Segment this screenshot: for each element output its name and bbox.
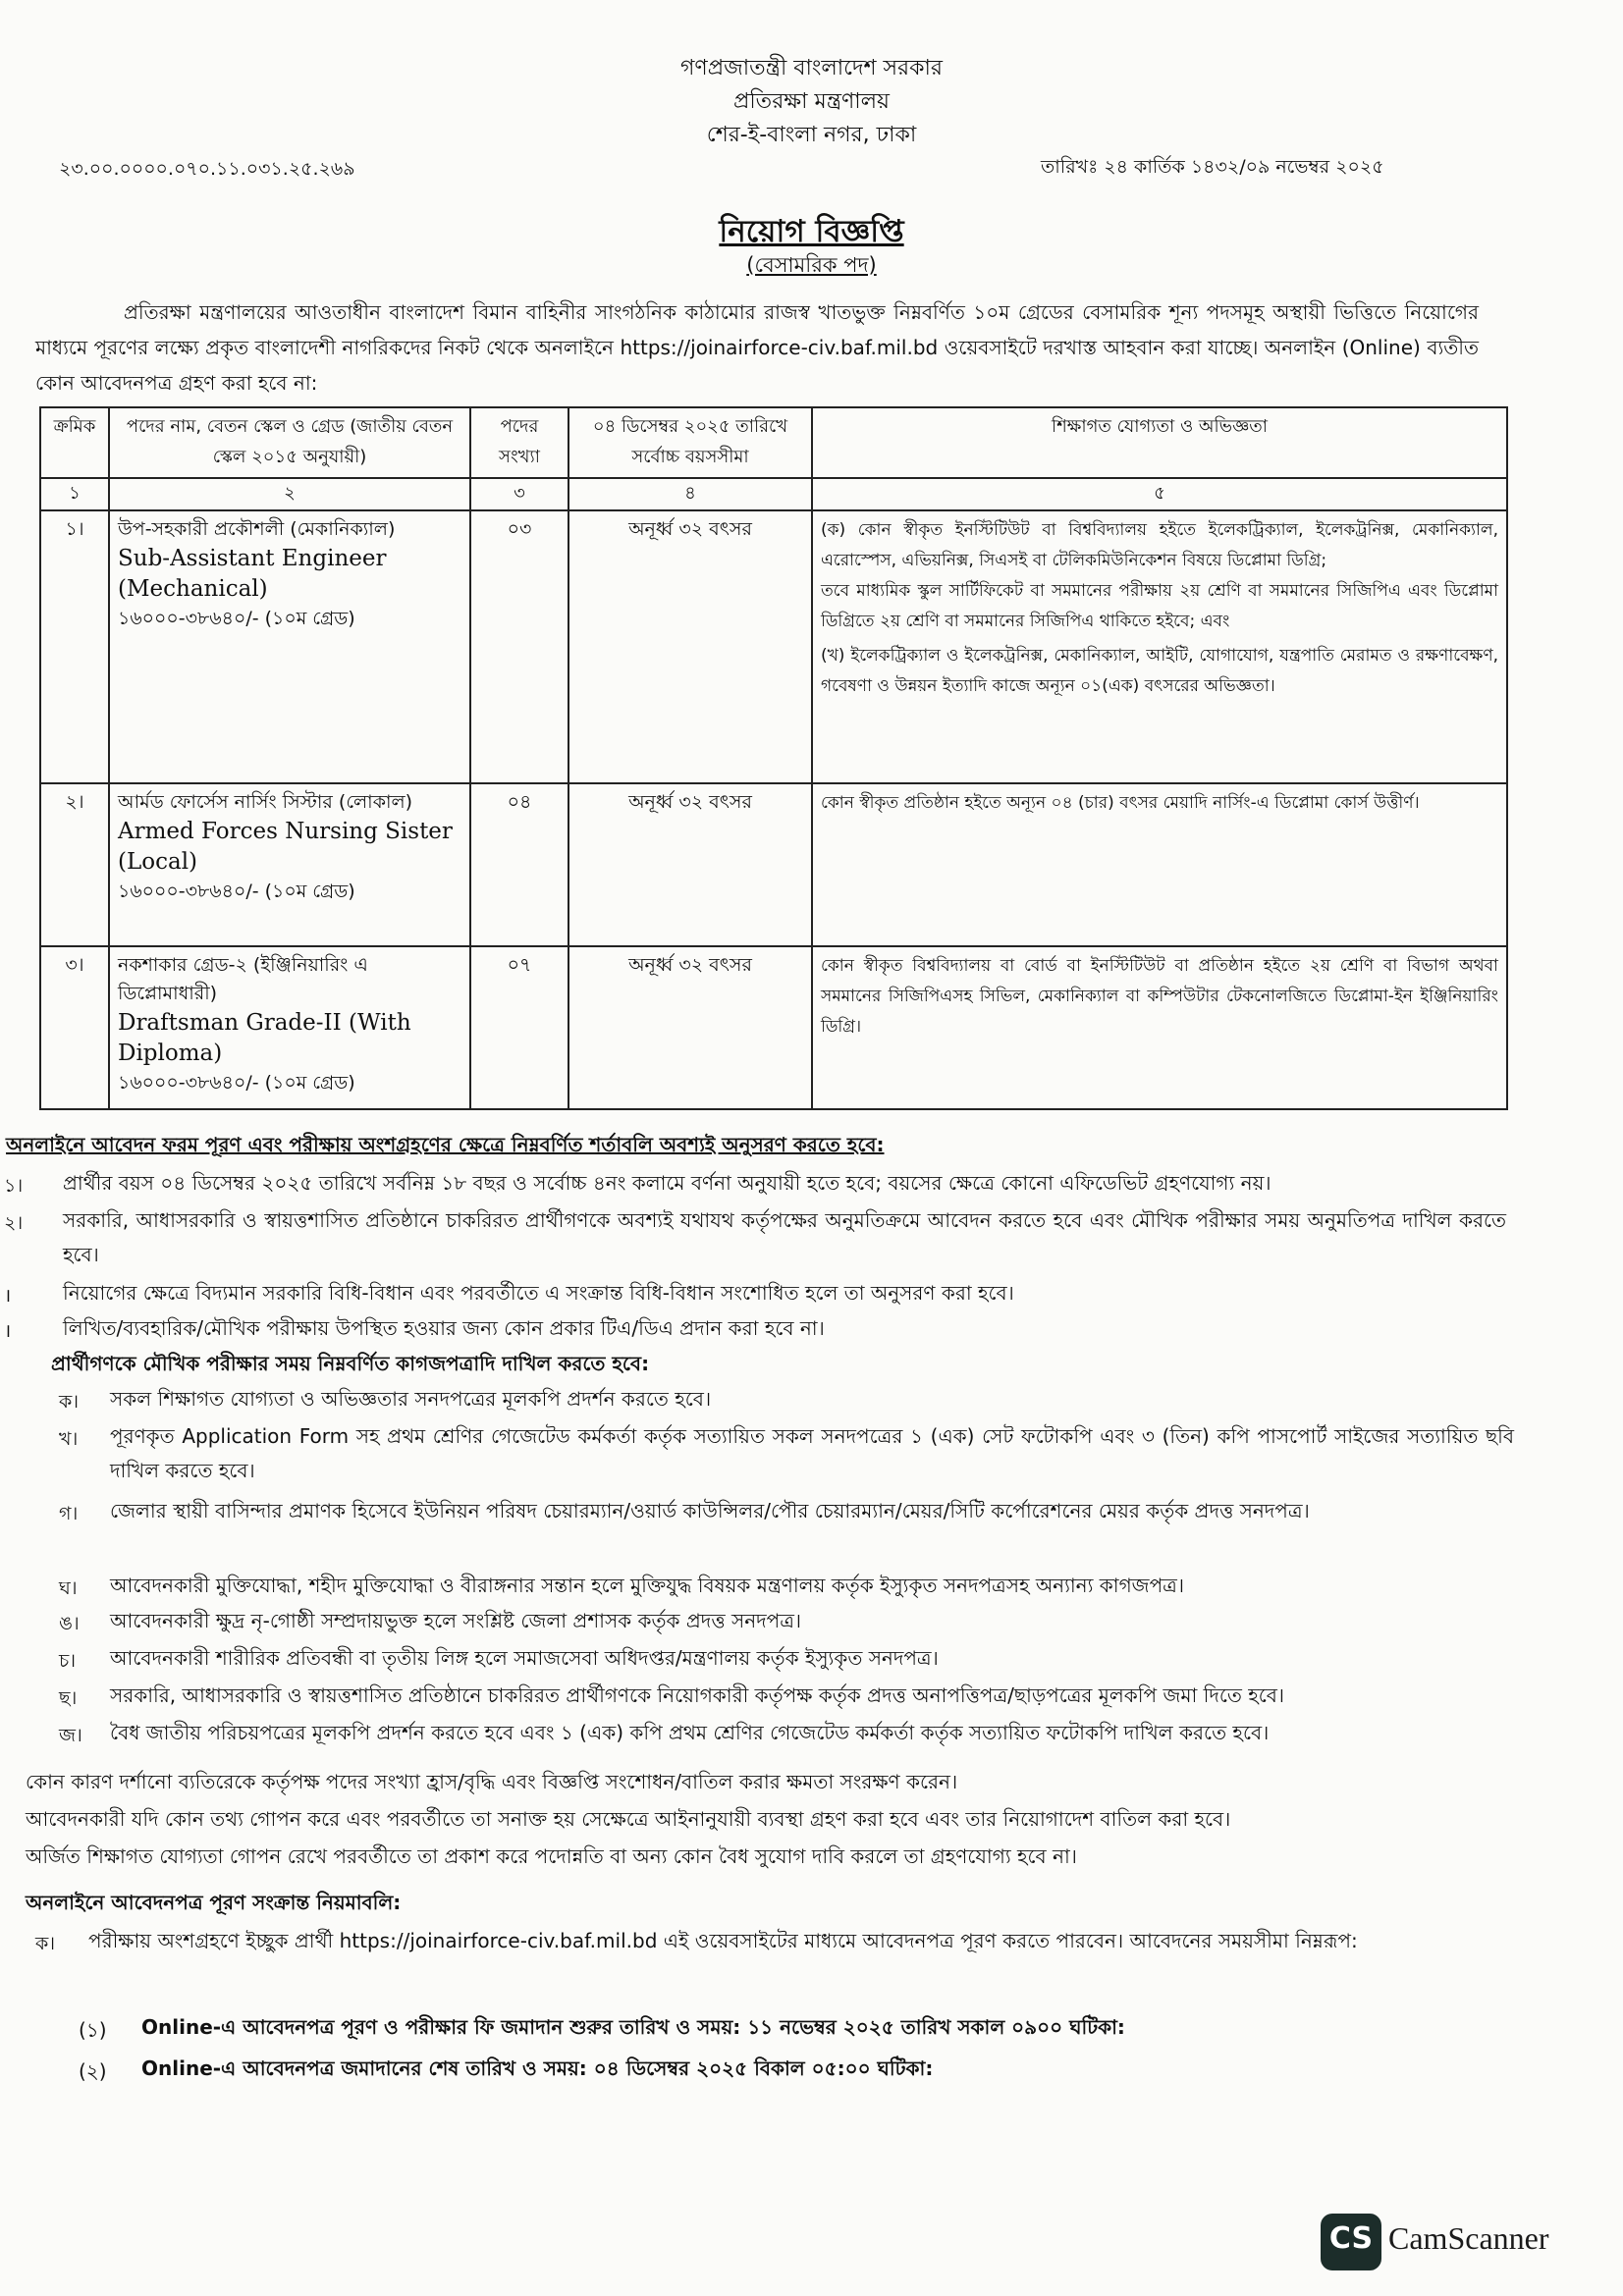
qualification-c: (খ) ইলেকট্রিক্যাল ও ইলেকট্রনিক্স, মেকানিক্যাল, আইটি, যোগাযোগ, যন্ত্রপাতি মেরামত ও রক্ষণাবেক্ষণ, গবেষণা ও উন্নয়ন ইত্যাদি কাজে অন্যূন ০১(এক) বৎসরের অভিজ্ঞতা। — [821, 646, 1498, 696]
extra-condition: আবেদনকারী যদি কোন তথ্য গোপন করে এবং পরবর্তীতে তা সনাক্ত হয় সেক্ষেত্রে আইনানুযায়ী ব্যবস্থা গ্রহণ করা হবে এবং তার নিয়োগাদেশ বাতিল করা হবে। — [26, 1807, 1231, 1831]
posts-table — [39, 406, 1508, 1110]
doc-number: ক। — [59, 1391, 80, 1413]
document-item: সকল শিক্ষাগত যোগ্যতা ও অভিজ্ঞতার সনদপত্রের মূলকপি প্রদর্শন করতে হবে। — [110, 1387, 712, 1411]
intro-paragraph: প্রতিরক্ষা মন্ত্রণালয়ের আওতাধীন বাংলাদেশ বিমান বাহিনীর সাংগঠনিক কাঠামোর রাজস্ব খাতভুক্ত নিম্নবর্ণিত ১০ম গ্রেডের বেসামরিক শূন্য পদসমূহ অস্থায়ী ভিত্তিতে নিয়োগের মাধ্যমে পূরণের লক্ষ্যে প্রকৃত বাংলাদেশী নাগরিকদের নিকট থেকে অনলাইনে https://joinairforce-civ.baf.mil.bd ওয়েবসাইটে দরখাস্ত আহবান করা যাচ্ছে। অনলাইন (Online) ব্যতীত কোন আবেদনপত্র গ্রহণ করা হবে না: — [35, 300, 1479, 395]
sub-number: (২) — [79, 2059, 107, 2083]
row-post — [109, 510, 470, 783]
post-count: ০৭ — [470, 946, 568, 1109]
row-serial: ১। — [40, 510, 109, 783]
sub-number: (১) — [79, 2018, 107, 2042]
doc-number: ঘ। — [59, 1577, 78, 1599]
memo-number: ২৩.০০.০০০০.০৭০.১১.০৩১.২৫.২৬৯ — [59, 158, 355, 180]
table-row — [40, 946, 1507, 1109]
rule-number: ক। — [35, 1933, 56, 1954]
camscanner-logo-icon — [1321, 2214, 1381, 2270]
logo-text: CS — [1328, 2221, 1374, 2256]
conditions-heading: অনলাইনে আবেদন ফরম পূরণ এবং পরীক্ষায় অংশগ্রহণের ক্ষেত্রে নিম্নবর্ণিত শর্তাবলি অবশ্যই অনুসরণ করতে হবে: — [6, 1133, 885, 1156]
document-item: আবেদনকারী শারীরিক প্রতিবন্ধী বা তৃতীয় লিঙ্গ হলে সমাজসেবা অধিদপ্তর/মন্ত্রণালয় কর্তৃক ইস্যুকৃত সনদপত্র। — [110, 1646, 939, 1670]
table-row — [40, 783, 1507, 946]
post-count: ০৩ — [470, 510, 568, 783]
document-item: আবেদনকারী ক্ষুদ্র নৃ-গোষ্ঠী সম্প্রদায়ভুক্ত হলে সংশ্লিষ্ট জেলা প্রশাসক কর্তৃক প্রদত্ত সনদপত্র। — [110, 1609, 802, 1632]
qualification-a: (ক) কোন স্বীকৃত ইনস্টিটিউট বা বিশ্ববিদ্যালয় হইতে ইলেকট্রিক্যাল, ইলেকট্রনিক্স, মেকানিক্যাল, এরোস্পেস, এভিয়নিক্স, সিএসই বা টেলিকমিউনিকেশন বিষয়ে ডিপ্লোমা ডিগ্রি; — [821, 520, 1498, 570]
header-count: পদের সংখ্যা — [470, 407, 568, 478]
doc-number: চ। — [59, 1650, 77, 1672]
condition-item: নিয়োগের ক্ষেত্রে বিদ্যমান সরকারি বিধি-বিধান এবং পরবর্তীতে এ সংক্রান্ত বিধি-বিধান সংশোধিত হলে তা অনুসরণ করা হবে। — [63, 1281, 1014, 1305]
header-government: গণপ্রজাতন্ত্রী বাংলাদেশ সরকার — [679, 56, 944, 80]
col-num: ৩ — [470, 478, 568, 510]
application-start: Online-এ আবেদনপত্র পূরণ ও পরীক্ষার ফি জমাদান শুরুর তারিখ ও সময়: ১১ নভেম্বর ২০২৫ তারিখ সকাল ০৯০০ ঘটিকা: — [141, 2015, 1125, 2039]
header-post: পদের নাম, বেতন স্কেল ও গ্রেড (জাতীয় বেতন স্কেল ২০১৫ অনুযায়ী) — [109, 407, 470, 478]
post-count: ০৪ — [470, 783, 568, 946]
qualification — [812, 510, 1507, 783]
post-name-bn: উপ-সহকারী প্রকৌশলী (মেকানিক্যাল) — [118, 518, 396, 540]
item-number: ১। — [4, 1175, 24, 1197]
age-limit: অনূর্ধ্ব ৩২ বৎসর — [568, 783, 812, 946]
table-header-row — [40, 407, 1507, 478]
header-qualification: শিক্ষাগত যোগ্যতা ও অভিজ্ঞতা — [812, 407, 1507, 478]
post-name-bn: আর্মড ফোর্সেস নার্সিং সিস্টার (লোকাল) — [118, 791, 413, 813]
age-limit: অনূর্ধ্ব ৩২ বৎসর — [568, 510, 812, 783]
extra-condition: অর্জিত শিক্ষাগত যোগ্যতা গোপন রেখে পরবর্তীতে তা প্রকাশ করে পদোন্নতি বা অন্য কোন বৈধ সুযোগ দাবি করলে তা গ্রহণযোগ্য হবে না। — [26, 1844, 1077, 1868]
qualification-a: কোন স্বীকৃত প্রতিষ্ঠান হইতে অন্যূন ০৪ (চার) বৎসর মেয়াদি নার্সিং-এ ডিপ্লোমা কোর্স উত্তীর্ণ। — [821, 793, 1420, 813]
online-rules-heading: অনলাইনে আবেদনপত্র পূরণ সংক্রান্ত নিয়মাবলি: — [26, 1891, 402, 1914]
age-limit: অনূর্ধ্ব ৩২ বৎসর — [568, 946, 812, 1109]
item-number: । — [4, 1320, 12, 1342]
document-item: জেলার স্থায়ী বাসিন্দার প্রমাণক হিসেবে ইউনিয়ন পরিষদ চেয়ারম্যান/ওয়ার্ড কাউন্সিলর/পৌর চেয়ারম্যান/মেয়র/সিটি কর্পোরেশনের মেয়র কর্তৃক প্রদত্ত সনদপত্র। — [110, 1499, 1310, 1522]
column-number-row — [40, 478, 1507, 510]
qualification-b: তবে মাধ্যমিক স্কুল সার্টিফিকেট বা সমমানের পরীক্ষায় ২য় শ্রেণি বা সমমানের সিজিপিএ এবং ডিপ্লোমা ডিগ্রিতে ২য় শ্রেণি বা সমমানের সিজিপিএ থাকিতে হইবে; এবং — [821, 581, 1498, 631]
document-item: আবেদনকারী মুক্তিযোদ্ধা, শহীদ মুক্তিযোদ্ধা ও বীরাঙ্গনার সন্তান হলে মুক্তিযুদ্ধ বিষয়ক মন্ত্রণালয় কর্তৃক ইস্যুকৃত সনদপত্রসহ অন্যান্য কাগজপত্র। — [110, 1574, 1184, 1597]
doc-number: খ। — [59, 1428, 79, 1450]
document-item: সরকারি, আধাসরকারি ও স্বায়ত্তশাসিত প্রতিষ্ঠানে চাকরিরত প্রার্থীগণকে নিয়োগকারী কর্তৃপক্ষ কর্তৃক প্রদত্ত অনাপত্তিপত্র/ছাড়পত্রের মূলকপি জমা দিতে হবে। — [110, 1683, 1285, 1707]
row-post — [109, 946, 470, 1109]
condition-item: প্রার্থীর বয়স ০৪ ডিসেম্বর ২০২৫ তারিখে সর্বনিম্ন ১৮ বছর ও সর্বোচ্চ ৪নং কলামে বর্ণনা অনুযায়ী হতে হবে; বয়সের ক্ষেত্রে কোনো এফিডেভিট গ্রহণযোগ্য নয়। — [63, 1171, 1271, 1195]
pay-scale: ১৬০০০-৩৮৬৪০/- (১০ম গ্রেড) — [118, 1072, 355, 1094]
application-end: Online-এ আবেদনপত্র জমাদানের শেষ তারিখ ও সময়: ০৪ ডিসেম্বর ২০২৫ বিকাল ০৫:০০ ঘটিকা: — [141, 2056, 934, 2080]
col-num: ১ — [40, 478, 109, 510]
pay-scale: ১৬০০০-৩৮৬৪০/- (১০ম গ্রেড) — [118, 881, 355, 902]
col-num: ৪ — [568, 478, 812, 510]
row-serial: ৩। — [40, 946, 109, 1109]
condition-item: লিখিত/ব্যবহারিক/মৌখিক পরীক্ষায় উপস্থিত হওয়ার জন্য কোন প্রকার টিএ/ডিএ প্রদান করা হবে না। — [63, 1316, 825, 1340]
header-serial: ক্রমিক — [40, 407, 109, 478]
table-row — [40, 510, 1507, 783]
camscanner-brand: CamScanner — [1388, 2220, 1549, 2256]
extra-condition: কোন কারণ দর্শানো ব্যতিরেকে কর্তৃপক্ষ পদের সংখ্যা হ্রাস/বৃদ্ধি এবং বিজ্ঞপ্তি সংশোধন/বাতিল করার ক্ষমতা সংরক্ষণ করেন। — [26, 1770, 958, 1793]
post-name-en: Sub-Assistant Engineer (Mechanical) — [118, 546, 387, 602]
qualification — [812, 946, 1507, 1109]
row-serial: ২। — [40, 783, 109, 946]
post-name-en: Armed Forces Nursing Sister (Local) — [118, 819, 453, 875]
qualification — [812, 783, 1507, 946]
item-number: ২। — [4, 1212, 24, 1234]
doc-number: ছ। — [59, 1687, 78, 1709]
header-ministry: প্রতিরক্ষা মন্ত্রণালয় — [732, 89, 891, 114]
item-number: । — [4, 1285, 12, 1307]
col-num: ৫ — [812, 478, 1507, 510]
row-post — [109, 783, 470, 946]
documents-heading: প্রার্থীগণকে মৌখিক পরীক্ষার সময় নিম্নবর্ণিত কাগজপত্রাদি দাখিল করতে হবে: — [51, 1352, 650, 1375]
qualification-a: কোন স্বীকৃত বিশ্ববিদ্যালয় বা বোর্ড বা ইনস্টিটিউট বা প্রতিষ্ঠান হইতে ২য় শ্রেণি বা বিভাগ অথবা সমমানের সিজিপিএসহ সিভিল, মেকানিক্যাল বা কম্পিউটার টেকনোলজিতে ডিপ্লোমা-ইন ইঞ্জিনিয়ারিং ডিগ্রি। — [821, 956, 1498, 1037]
notice-date: তারিখঃ ২৪ কার্তিক ১৪৩২/০৯ নভেম্বর ২০২৫ — [1041, 156, 1384, 178]
pay-scale: ১৬০০০-৩৮৬৪০/- (১০ম গ্রেড) — [118, 608, 355, 629]
header-age: ০৪ ডিসেম্বর ২০২৫ তারিখে সর্বোচ্চ বয়সসীমা — [568, 407, 812, 478]
doc-number: ঙ। — [59, 1613, 80, 1634]
notice-title: নিয়োগ বিজ্ঞপ্তি — [719, 214, 904, 249]
post-name-en: Draftsman Grade-II (With Diploma) — [118, 1010, 411, 1066]
condition-item: সরকারি, আধাসরকারি ও স্বায়ত্তশাসিত প্রতিষ্ঠানে চাকরিরত প্রার্থীগণকে অবশ্যই যথাযথ কর্তৃপক্ষের অনুমতিক্রমে আবেদন করতে হবে এবং মৌখিক পরীক্ষার সময় অনুমতিপত্র দাখিল করতে হবে। — [63, 1208, 1506, 1266]
online-rule-item: পরীক্ষায় অংশগ্রহণে ইচ্ছুক প্রার্থী https://joinairforce-civ.baf.mil.bd এই ওয়েবসাইটের মাধ্যমে আবেদনপত্র পূরণ করতে পারবেন। আবেদনের সময়সীমা নিম্নরূপ: — [88, 1929, 1358, 1952]
post-name-bn: নকশাকার গ্রেড-২ (ইঞ্জিনিয়ারিং এ ডিপ্লোমাধারী) — [118, 954, 368, 1004]
notice-subtitle: (বেসামরিক পদ) — [746, 253, 877, 277]
header-address: শের-ই-বাংলা নগর, ঢাকা — [706, 123, 917, 147]
document-item: পূরণকৃত Application Form সহ প্রথম শ্রেণির গেজেটেড কর্মকর্তা কর্তৃক সত্যায়িত সকল সনদপত্রের ১ (এক) সেট ফটোকপি এবং ৩ (তিন) কপি পাসপোর্ট সাইজের সত্যায়িত ছবি দাখিল করতে হবে। — [110, 1424, 1514, 1482]
doc-number: জ। — [59, 1725, 82, 1746]
doc-number: গ। — [59, 1503, 79, 1524]
document-item: বৈধ জাতীয় পরিচয়পত্রের মূলকপি প্রদর্শন করতে হবে এবং ১ (এক) কপি প্রথম শ্রেণির গেজেটেড কর্মকর্তা কর্তৃক সত্যায়িত ফটোকপি দাখিল করতে হবে। — [110, 1721, 1270, 1744]
col-num: ২ — [109, 478, 470, 510]
